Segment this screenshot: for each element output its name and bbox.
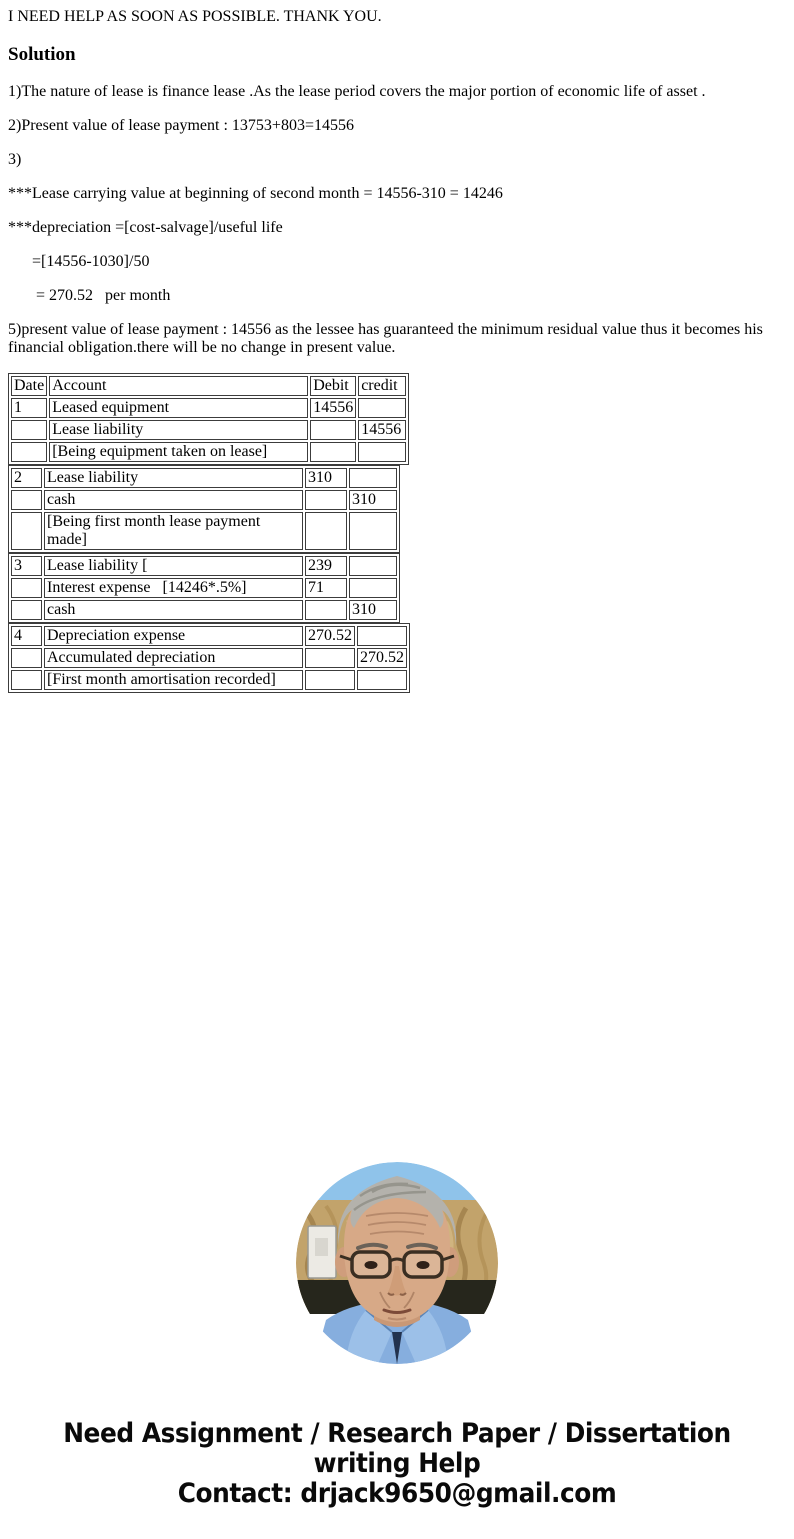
col-header-date: Date [11,376,47,396]
tutor-photo-illustration [296,1162,498,1364]
cell-date [11,442,47,462]
cell-credit [357,670,407,690]
cell-account: Accumulated depreciation [44,648,303,668]
table-row [11,442,406,462]
cell-debit [305,670,355,690]
cell-debit [305,600,347,620]
footer-contact-email: Contact: drjack9650@gmail.com [177,1478,617,1509]
cell-account: Leased equipment [49,398,308,418]
table-row [11,420,406,440]
footer-line-1: Need Assignment / Research Paper / Dissertation [63,1418,731,1449]
table-row [11,398,406,418]
journal-table-group-1 [8,373,409,465]
cell-account: Lease liability [44,468,303,488]
cell-account: Lease liability [49,420,308,440]
cell-debit: 239 [305,556,347,576]
cell-credit [349,556,397,576]
cell-account: cash [44,600,303,620]
cell-date [11,512,42,550]
col-header-credit: credit [358,376,406,396]
cell-credit: 310 [349,600,397,620]
journal-table-group-2 [8,465,400,553]
cell-date [11,578,42,598]
cell-credit [358,398,406,418]
table-row [11,556,397,576]
intro-line: I NEED HELP AS SOON AS POSSIBLE. THANK YOU. [8,8,382,25]
table-row [11,578,397,598]
cell-date: 2 [11,468,42,488]
cell-debit: 14556 [310,398,356,418]
cell-date: 1 [11,398,47,418]
cell-account: [Being first month lease payment made] [44,512,303,550]
cell-credit: 270.52 [357,648,407,668]
lease-carrying-value-line: ***Lease carrying value at beginning of second month = 14556-310 = 14246 [8,185,503,202]
avatar [296,1162,498,1364]
cell-credit [358,442,406,462]
cell-account: Lease liability [ [44,556,303,576]
table-row [11,648,407,668]
col-header-account: Account [49,376,308,396]
cell-account: Depreciation expense [44,626,303,646]
depreciation-calc-line: =[14556-1030]/50 [8,253,150,270]
cell-date [11,648,42,668]
cell-account: [First month amortisation recorded] [44,670,303,690]
cell-credit [349,578,397,598]
cell-debit: 310 [305,468,347,488]
cell-date: 4 [11,626,42,646]
cell-date [11,490,42,510]
table-row [11,468,397,488]
journal-table-group-3 [8,553,400,623]
table-row [11,512,397,550]
cell-account: Interest expense [14246*.5%] [44,578,303,598]
cell-credit [357,626,407,646]
journal-header-row [11,376,406,396]
cell-debit [310,420,356,440]
solution-point-3: 3) [8,151,22,168]
table-row [11,626,407,646]
cell-date: 3 [11,556,42,576]
cell-account: [Being equipment taken on lease] [49,442,308,462]
cell-debit [305,490,347,510]
table-row [11,670,407,690]
solution-point-2: 2)Present value of lease payment : 13753+803=14556 [8,117,354,134]
solution-point-1: 1)The nature of lease is finance lease .As the lease period covers the major portion of economic life of asset . [8,83,706,100]
cell-date [11,420,47,440]
cell-debit: 71 [305,578,347,598]
table-row [11,600,397,620]
cell-debit: 270.52 [305,626,355,646]
cell-credit: 310 [349,490,397,510]
cell-credit: 14556 [358,420,406,440]
footer-line-2: writing Help [313,1448,481,1479]
depreciation-result-line: = 270.52 per month [8,287,171,304]
cell-debit [305,648,355,668]
solution-heading: Solution [8,44,76,65]
cell-account: cash [44,490,303,510]
depreciation-formula-line: ***depreciation =[cost-salvage]/useful life [8,219,283,236]
journal-table-group-4 [8,623,410,693]
solution-point-5: 5)present value of lease payment : 14556 as the lessee has guaranteed the minimum residual value thus it becomes his financial obligation.there will be no change in present value. [8,321,767,356]
avatar-section [8,1162,786,1369]
col-header-debit: Debit [310,376,356,396]
cell-date [11,600,42,620]
cell-credit [349,512,397,550]
table-row [11,490,397,510]
cell-debit [305,512,347,550]
cell-date [11,670,42,690]
cell-credit [349,468,397,488]
cell-debit [310,442,356,462]
footer-banner [39,1419,755,1531]
